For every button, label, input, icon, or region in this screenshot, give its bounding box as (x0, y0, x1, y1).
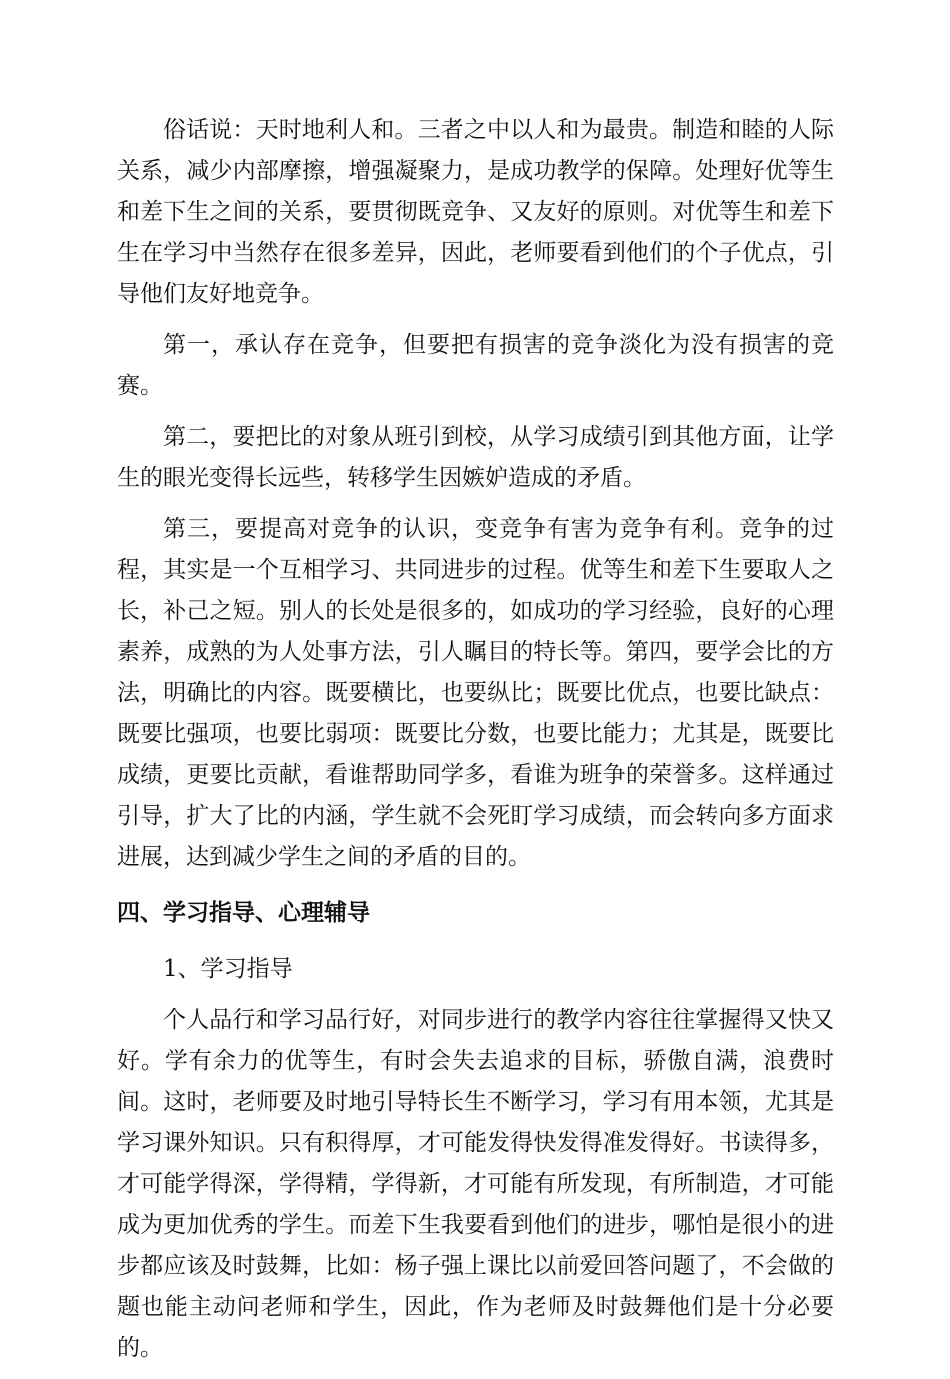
document-page (117, 110, 834, 1379)
paragraph-point-two: 第二，要把比的对象从班引到校，从学习成绩引到其他方面，让学生的眼光变得长远些，转移学生因嫉妒造成的矛盾。 (117, 424, 834, 491)
paragraph-study-guidance: 个人品行和学习品行好，对同步进行的教学内容往往掌握得又快又好。学有余力的优等生，有时会失去追求的目标，骄傲自满，浪费时间。这时，老师要及时地引导特长生不断学习，学习有用本领，尤其是学习课外知识。只有积得厚，才可能发得快发得准发得好。书读得多，才可能学得深，学得精，学得新，才可能有所发现，有所制造，才可能成为更加优秀的学生。而差下生我要看到他们的进步，哪怕是很小的进步都应该及时鼓舞，比如：杨子强上课比以前爱回答问题了，不会做的题也能主动问老师和学生，因此，作为老师及时鼓舞他们是十分必要的。 (117, 1007, 834, 1361)
paragraph-point-three: 第三，要提高对竞争的认识，变竞争有害为竞争有利。竞争的过程，其实是一个互相学习、共同进步的过程。优等生和差下生要取人之长，补己之短。别人的长处是很多的，如成功的学习经验，良好的心理素养，成熟的为人处事方法，引人瞩目的特长等。第四，要学会比的方法，明确比的内容。既要横比，也要纵比；既要比优点，也要比缺点：既要比强项，也要比弱项：既要比分数，也要比能力；尤其是，既要比成绩，更要比贡献，看谁帮助同学多，看谁为班争的荣誉多。这样通过引导，扩大了比的内涵，学生就不会死盯学习成绩，而会转向多方面求进展，达到减少学生之间的矛盾的目的。 (117, 516, 834, 870)
subsection-heading: 1、学习指导 (163, 956, 293, 982)
section-heading: 四、学习指导、心理辅导 (117, 899, 370, 926)
paragraph-harmony: 俗话说：天时地利人和。三者之中以人和为最贵。制造和睦的人际关系，减少内部摩擦，增强凝聚力，是成功教学的保障。处理好优等生和差下生之间的关系，要贯彻既竞争、又友好的原则。对优等生和差下生在学习中当然存在很多差异，因此，老师要看到他们的个子优点，引导他们友好地竞争。 (117, 117, 834, 307)
paragraph-point-one: 第一，承认存在竞争，但要把有损害的竞争淡化为没有损害的竞赛。 (117, 332, 834, 399)
